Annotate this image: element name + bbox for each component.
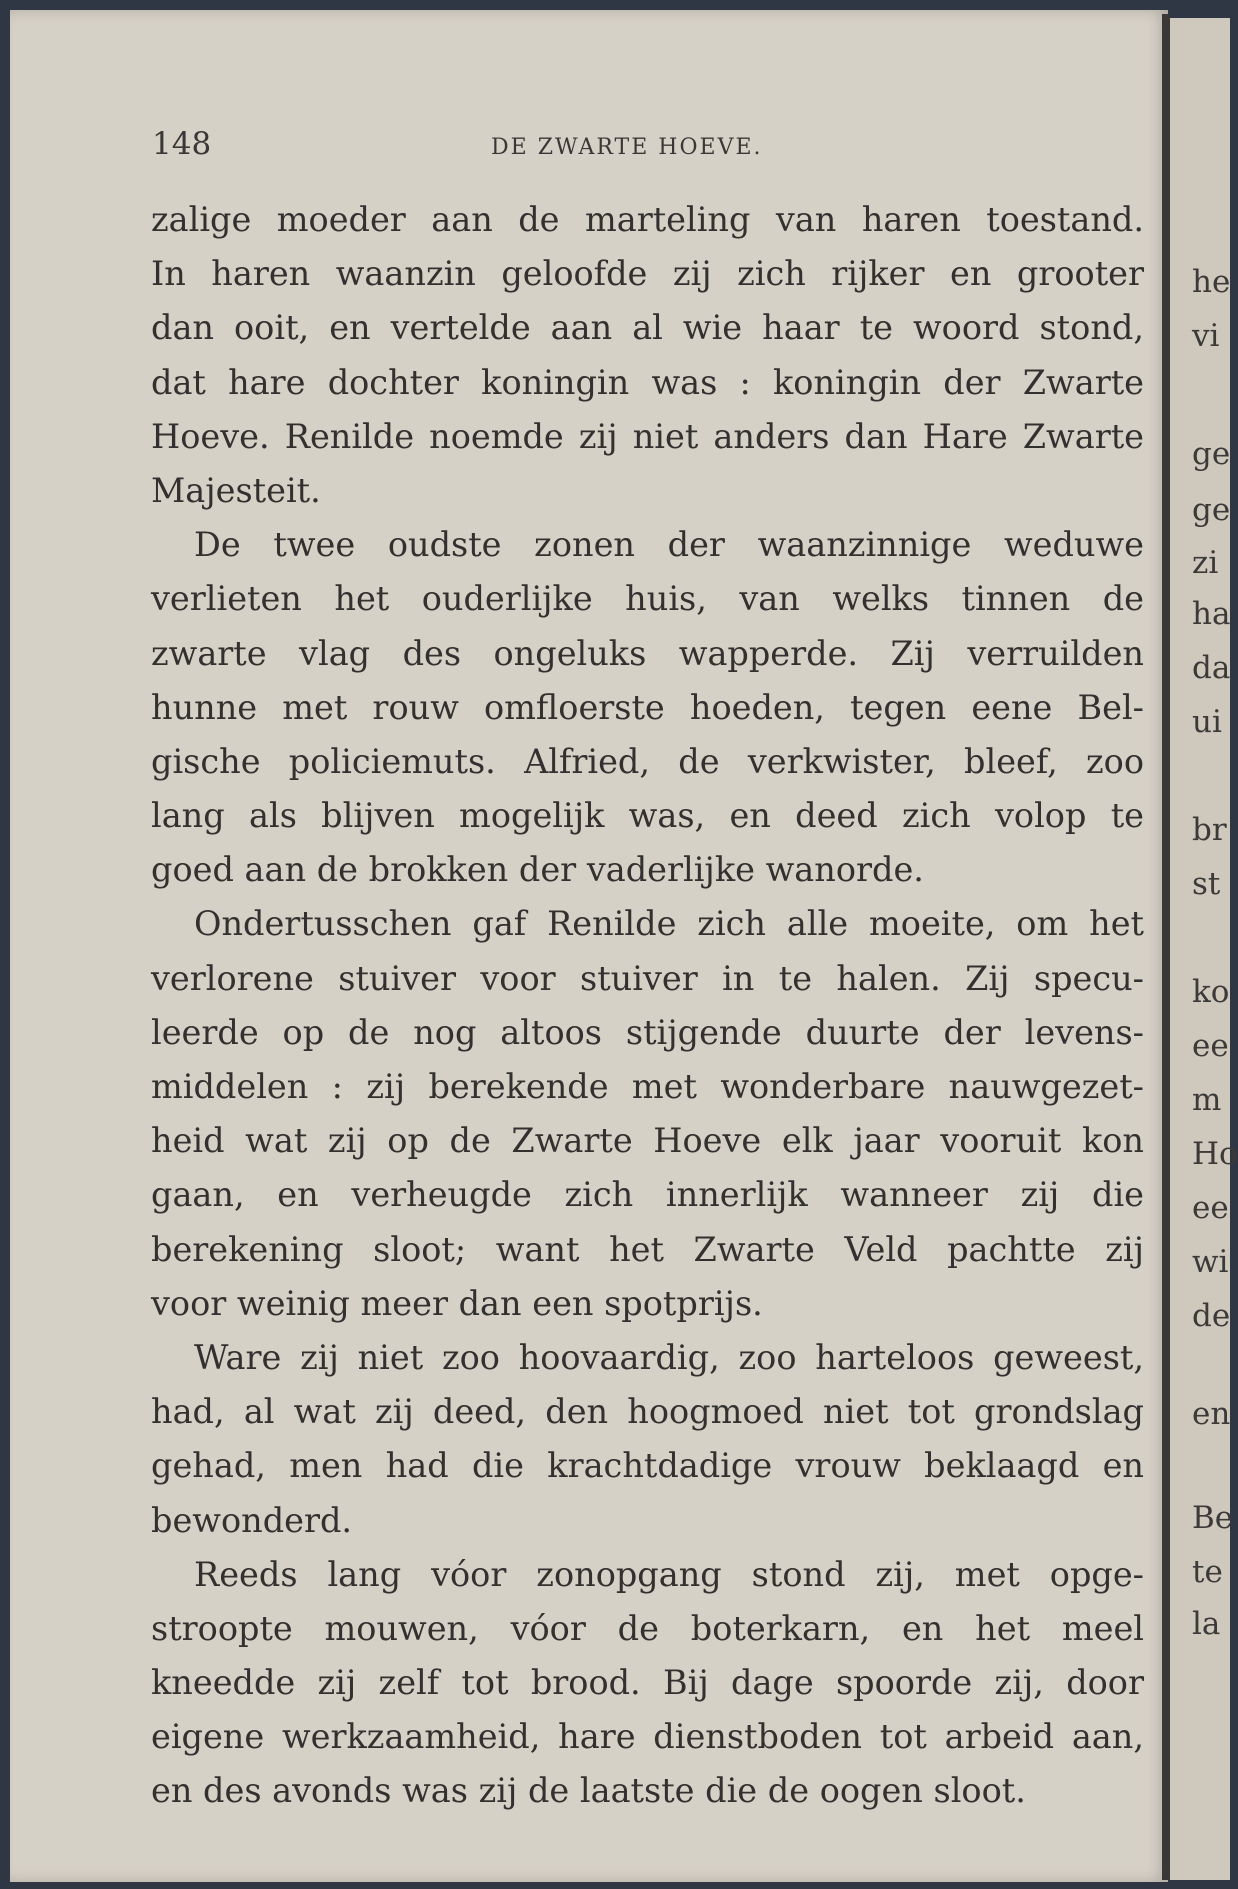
text-line: goed aan de brokken der vaderlijke wanorde. [151, 850, 924, 890]
book-page [10, 10, 1168, 1882]
text-line: Ondertusschen gaf Renilde zich alle moeite, om het [194, 904, 1144, 944]
text-line: verlieten het ouderlijke huis, van welks tinnen de [151, 579, 1144, 619]
facing-text-fragment: zi [1192, 545, 1219, 581]
text-line: De twee oudste zonen der waanzinnige weduwe [194, 525, 1144, 565]
text-line: leerde op de nog altoos stijgende duurte der levens- [151, 1012, 1144, 1052]
facing-text-fragment: da [1192, 650, 1231, 686]
facing-text-fragment: vi [1192, 318, 1220, 354]
facing-text-fragment: de [1192, 1298, 1231, 1334]
text-line: kneedde zij zelf tot brood. Bij dage spoorde zij, door [151, 1663, 1144, 1703]
text-line: zalige moeder aan de marteling van haren toestand. [151, 200, 1144, 239]
text-line: middelen : zij berekende met wonderbare nauwgezet- [151, 1067, 1144, 1106]
text-line: Majesteit. [151, 470, 321, 510]
text-line: stroopte mouwen, vóor de boterkarn, en het meel [151, 1608, 1144, 1648]
facing-text-fragment: wi [1192, 1244, 1229, 1280]
text-line: heid wat zij op de Zwarte Hoeve elk jaar vooruit kon [151, 1121, 1144, 1161]
text-line: dat hare dochter koningin was : koningin der Zwarte [151, 362, 1144, 402]
text-line: hunne met rouw omfloerste hoeden, tegen eene Bel- [151, 687, 1144, 727]
text-line: gaan, en verheugde zich innerlijk wanneer zij die [151, 1175, 1144, 1215]
facing-page-edge [1170, 18, 1238, 1880]
facing-text-fragment: te [1192, 1554, 1223, 1590]
text-line: berekening sloot; want het Zwarte Veld pachtte zij [151, 1229, 1144, 1269]
text-line: bewonderd. [151, 1500, 353, 1540]
facing-text-fragment: en [1192, 1396, 1231, 1432]
facing-text-fragment: ko [1192, 974, 1230, 1010]
facing-text-fragment: ha [1192, 596, 1231, 632]
text-line: verlorene stuiver voor stuiver in te halen. Zij specu- [151, 958, 1144, 998]
text-line: gische policiemuts. Alfried, de verkwister, bleef, zoo [151, 741, 1144, 781]
text-line: zwarte vlag des ongeluks wapperde. Zij verruilden [151, 633, 1144, 673]
facing-text-fragment: he [1192, 264, 1231, 300]
text-line: had, al wat zij deed, den hoogmoed niet tot grondslag [151, 1392, 1144, 1432]
facing-text-fragment: m [1192, 1082, 1222, 1118]
running-title: DE ZWARTE HOEVE. [491, 135, 763, 160]
facing-text-fragment: ge [1192, 436, 1231, 472]
facing-text-fragment: la [1192, 1606, 1221, 1642]
body-text [151, 193, 1144, 1819]
facing-text-fragment: Be [1192, 1500, 1234, 1536]
facing-text-fragment: ee [1192, 1028, 1229, 1064]
text-line: dan ooit, en vertelde aan al wie haar te woord stond, [151, 308, 1144, 348]
facing-text-fragment: ee [1192, 1190, 1229, 1226]
page-number: 148 [152, 126, 212, 162]
page-header [143, 126, 1143, 166]
text-line: lang als blijven mogelijk was, en deed zich volop te [151, 796, 1144, 836]
text-line: eigene werkzaamheid, hare dienstboden tot arbeid aan, [151, 1717, 1144, 1757]
facing-text-fragment: ge [1192, 492, 1231, 528]
book-gutter [1162, 14, 1170, 1880]
text-line: Hoeve. Renilde noemde zij niet anders dan Hare Zwarte [151, 416, 1144, 456]
text-line: voor weinig meer dan een spotprijs. [151, 1283, 763, 1323]
text-line: Ware zij niet zoo hoovaardig, zoo harteloos geweest, [194, 1337, 1144, 1377]
text-line: In haren waanzin geloofde zij zich rijker en grooter [151, 254, 1144, 294]
facing-text-fragment: br [1192, 812, 1227, 848]
text-line: gehad, men had die krachtdadige vrouw beklaagd en [151, 1446, 1144, 1486]
facing-text-fragment: st [1192, 866, 1221, 902]
text-line: en des avonds was zij de laatste die de oogen sloot. [151, 1771, 1026, 1811]
facing-text-fragment: Ho [1192, 1136, 1238, 1172]
text-line: Reeds lang vóor zonopgang stond zij, met opge- [194, 1554, 1144, 1594]
facing-text-fragment: ui [1192, 704, 1222, 740]
